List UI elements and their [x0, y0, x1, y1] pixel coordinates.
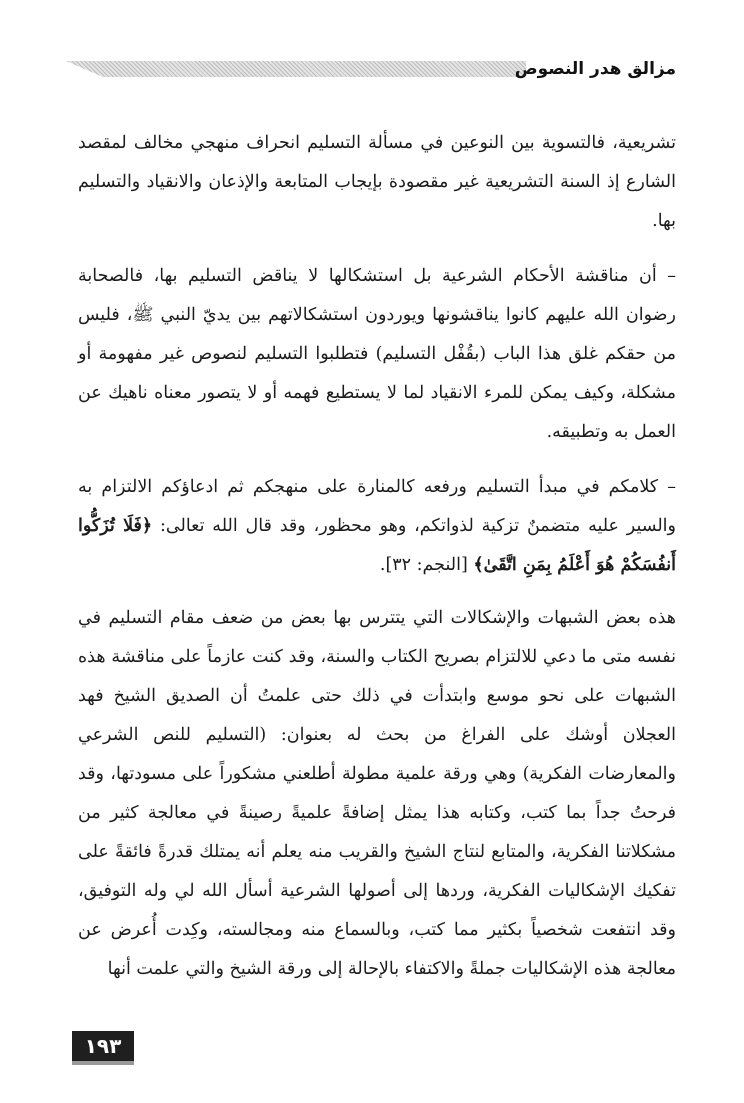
header-title: مزالق هدر النصوص	[514, 59, 676, 79]
running-header	[66, 55, 676, 83]
verse-reference: [النجم: ٣٢].	[379, 555, 474, 575]
paragraph-3-text: – كلامكم في مبدأ التسليم ورفعه كالمنارة على منهجكم ثم ادعاؤكم الالتزام به والسير عليه متضمنٌ تزكية لذواتكم، وهو محظور، وقد قال الله تعالى:	[78, 477, 676, 536]
paragraph-4: هذه بعض الشبهات والإشكالات التي يتترس بها بعض من ضعف مقام التسليم في نفسه متى ما دعي للالتزام بصريح الكتاب والسنة، وقد كنت عازماً على مناقشة هذه الشبهات على نحو موسع وابتدأت في ذلك حتى علمتُ أن الصديق الشيخ فهد العجلان أوشك على الفراغ من بحث له بعنوان: (التسليم للنص الشرعي والمعارضات الفكرية) وهي ورقة علمية مطولة أطلعني مشكوراً على مسودتها، وقد فرحتُ جداً بما كتب، وكتابه هذا يمثل إضافةً علميةً رصينةً في معالجة كثير من مشكلاتنا الفكرية، والمتابع لنتاج الشيخ والقريب منه يعلم أنه يمتلك قدرةً فائقةً على تفكيك الإشكاليات الفكرية، وردها إلى أصولها الشرعية أسأل الله لي وله التوفيق، وقد انتفعت شخصياً بكثير مما كتب، وبالسماع منه ومجالسته، وكِدت أُعرض عن معالجة هذه الإشكاليات جملةً والاكتفاء بالإحالة إلى ورقة الشيخ والتي علمت أنها	[78, 608, 676, 979]
quran-verse: ﴿فَلَا تُزَكُّوا أَنفُسَكُمْ هُوَ أَعْلَمُ بِمَنِ اتَّقَىٰ﴾	[78, 516, 676, 575]
header-decorative-band	[66, 61, 526, 77]
paragraph-1: تشريعية، فالتسوية بين النوعين في مسألة التسليم انحراف منهجي مخالف لمقصد الشارع إذ السنة التشريعية غير مقصودة بإيجاب المتابعة والإذعان والانقياد والتسليم بها.	[78, 133, 676, 231]
page-number: ١٩٣	[72, 1031, 134, 1065]
paragraph-3	[78, 468, 676, 585]
paragraph-2: – أن مناقشة الأحكام الشرعية بل استشكالها لا يناقض التسليم بها، فالصحابة رضوان الله عليهم كانوا يناقشونها ويوردون استشكالاتهم بين يديّ النبي ﷺ، فليس من حقكم غلق هذا الباب (بقُفْل التسليم) فتطلبوا التسليم لنصوص غير مفهومة أو مشكلة، وكيف يمكن للمرء الانقياد لما لا يستطيع فهمه أو لا يتصور معناه ناهيك عن العمل به وتطبيقه.	[78, 266, 676, 442]
body-text	[78, 124, 676, 989]
